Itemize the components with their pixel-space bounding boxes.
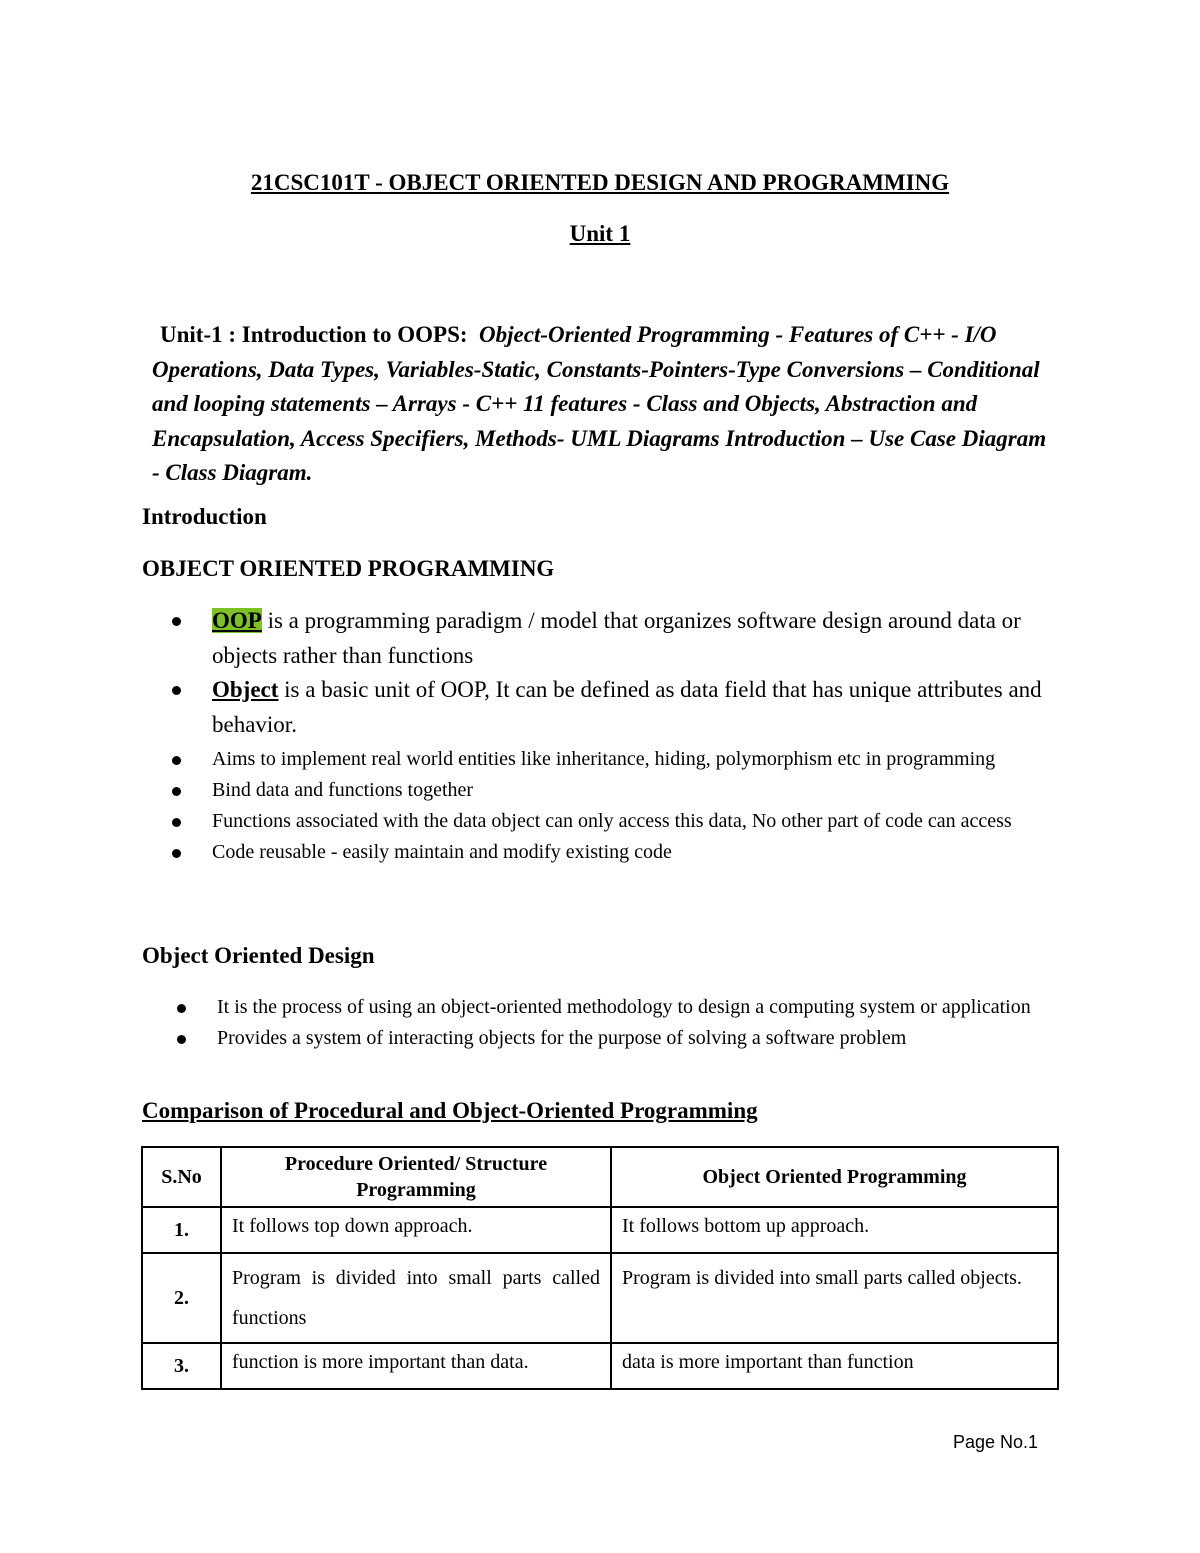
- procedural-cell: function is more important than data.: [221, 1343, 611, 1389]
- list-item: [217, 993, 1063, 1022]
- oop-key-points: [212, 604, 1062, 742]
- list-item: [212, 745, 1058, 774]
- list-item: [212, 673, 1062, 742]
- object-keyword: Object: [212, 677, 279, 702]
- column-header-sno: S.No: [142, 1147, 221, 1207]
- list-item: [212, 776, 1058, 805]
- row-number: 3.: [142, 1343, 221, 1389]
- table-header-row: [142, 1147, 1058, 1207]
- row-number: 2.: [142, 1253, 221, 1343]
- table-row: [142, 1253, 1058, 1343]
- syllabus-lead: Unit-1 : Introduction to OOPS:: [160, 322, 468, 347]
- ood-points: [217, 993, 1063, 1055]
- ood-heading: Object Oriented Design: [142, 943, 375, 968]
- row-number: 1.: [142, 1207, 221, 1253]
- list-item: [212, 838, 1058, 867]
- oop-definition: is a programming paradigm / model that organizes software design around data or objects rather than functions: [212, 608, 1021, 668]
- list-item: [217, 1024, 1063, 1053]
- list-item-text: Aims to implement real world entities like inheritance, hiding, polymorphism etc in programming: [212, 748, 996, 770]
- list-item-text: Functions associated with the data object can only access this data, No other part of code can access: [212, 810, 1012, 832]
- bullet-icon: [172, 787, 181, 796]
- page-number: Page No.1: [952, 1432, 1038, 1452]
- oop-cell: data is more important than function: [611, 1343, 1058, 1389]
- list-item-text: Code reusable - easily maintain and modify existing code: [212, 841, 672, 863]
- oop-cell: It follows bottom up approach.: [611, 1207, 1058, 1253]
- oop-keyword: OOP: [212, 608, 262, 633]
- list-item-text: It is the process of using an object-oriented methodology to design a computing system or application: [217, 996, 1031, 1018]
- table-row: [142, 1343, 1058, 1389]
- list-item-text: Provides a system of interacting objects for the purpose of solving a software problem: [217, 1027, 907, 1049]
- procedural-cell: Program is divided into small parts called functions: [221, 1253, 611, 1343]
- oop-detail-points: [212, 745, 1058, 869]
- syllabus-paragraph: [152, 318, 1057, 491]
- unit-heading: Unit 1: [569, 221, 631, 246]
- list-item: [212, 807, 1058, 836]
- comparison-table: [141, 1146, 1059, 1390]
- introduction-heading: Introduction: [142, 504, 267, 529]
- bullet-icon: [172, 818, 181, 827]
- list-item: [212, 604, 1062, 673]
- oop-heading: OBJECT ORIENTED PROGRAMMING: [142, 556, 555, 581]
- list-item-text: Bind data and functions together: [212, 779, 474, 801]
- column-header-oop: Object Oriented Programming: [611, 1147, 1058, 1207]
- bullet-icon: [177, 1004, 186, 1013]
- object-definition: is a basic unit of OOP, It can be defined as data field that has unique attributes and behavior.: [212, 677, 1042, 737]
- bullet-icon: [172, 617, 181, 626]
- comparison-heading: Comparison of Procedural and Object-Oriented Programming: [142, 1098, 758, 1123]
- procedural-cell: It follows top down approach.: [221, 1207, 611, 1253]
- bullet-icon: [172, 849, 181, 858]
- document-title: 21CSC101T - OBJECT ORIENTED DESIGN AND PROGRAMMING: [250, 170, 950, 195]
- column-header-procedural: Procedure Oriented/ Structure Programming: [221, 1147, 611, 1207]
- bullet-icon: [172, 756, 181, 765]
- table-row: [142, 1207, 1058, 1253]
- oop-cell: Program is divided into small parts called objects.: [611, 1253, 1058, 1343]
- bullet-icon: [172, 686, 181, 695]
- bullet-icon: [177, 1035, 186, 1044]
- syllabus-topics: Object-Oriented Programming - Features of C++ - I/O Operations, Data Types, Variables-Static, Constants-Pointers-Type Conversions – Conditional and looping statements – Arrays - C++ 11 features - Class and Objects, Abstraction and Encapsulation, Access Specifiers, Methods- UML Diagrams Introduction – Use Case Diagram - Class Diagram.: [152, 322, 1047, 485]
